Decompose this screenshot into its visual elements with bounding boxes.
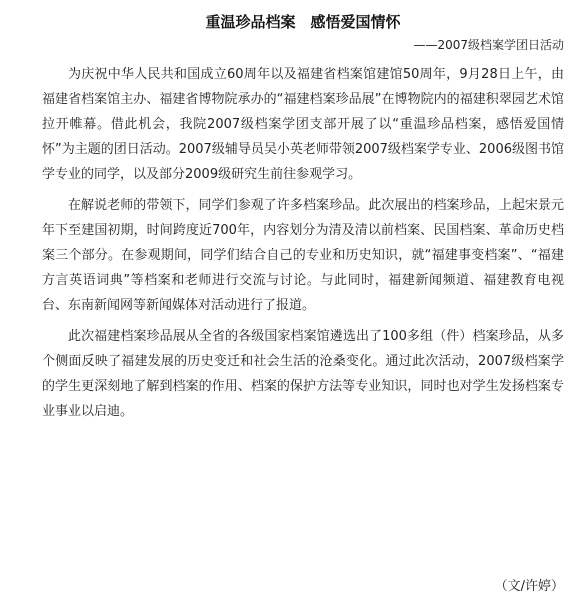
article-title: 重温珍品档案 感悟爱国情怀 — [205, 13, 401, 31]
article-subtitle: ——2007级档案学团日活动 — [413, 38, 564, 52]
article-paragraph: 此次福建档案珍品展从全省的各级国家档案馆遴选出了100多组（件）档案珍品，从多个侧面反映了福建发展的历史变迁和社会生活的沧桑变化。通过此次活动，2007级档案学的学生更深刻地了解到档案的作用、档案的保护方法等专业知识，同时也对学生发扬档案专业事业以启迪。 — [42, 329, 564, 419]
author-credit: （文/许婷） — [494, 579, 564, 594]
article-paragraph: 为庆祝中华人民共和国成立60周年以及福建省档案馆建馆50周年，9月28日上午，由福建省档案馆主办、福建省博物院承办的“福建档案珍品展”在博物院内的福建积翠园艺术馆拉开帷幕。借此机会，我院2007级档案学团支部开展了以“重温珍品档案，感悟爱国情怀”为主题的团日活动。2007级辅导员吴小英老师带领2007级档案学专业、2006级图书馆学专业的同学，以及部分2009级研究生前往参观学习。 — [42, 67, 564, 182]
article-paragraph: 在解说老师的带领下，同学们参观了许多档案珍品。此次展出的档案珍品，上起宋景元年下至建国初期，时间跨度近700年，内容划分为清及清以前档案、民国档案、革命历史档案三个部分。在参观期间，同学们结合自己的专业和历史知识，就“福建事变档案”、“福建方言英语词典”等档案和老师进行交流与讨论。与此同时，福建新闻频道、福建教育电视台、东南新闻网等新闻媒体对活动进行了报道。 — [42, 198, 564, 313]
